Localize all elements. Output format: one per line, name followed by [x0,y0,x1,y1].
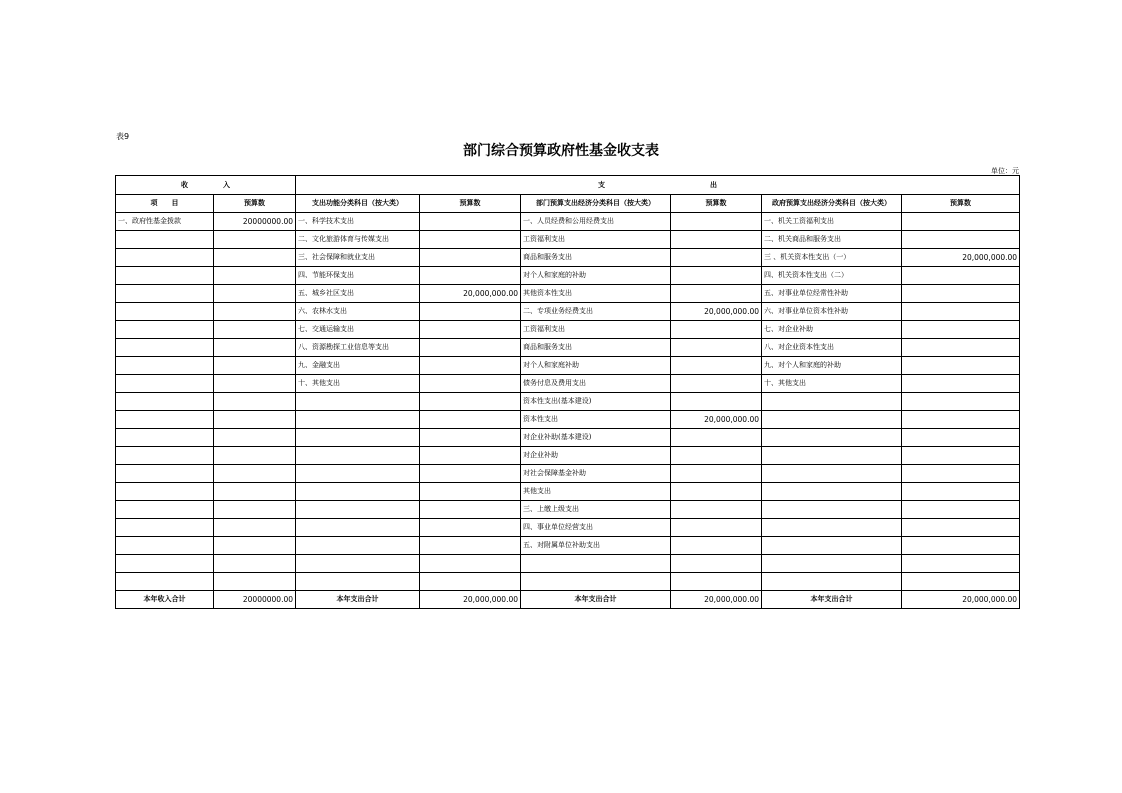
func-amount-cell [420,537,521,555]
func-item-cell: 二、文化旅游体育与传媒支出 [296,231,420,249]
dept-amount-cell [671,339,762,357]
income-amount-cell [214,501,296,519]
table-row [116,303,1020,321]
income-amount-cell [214,339,296,357]
gov-amount-cell [902,267,1020,285]
table-row [116,555,1020,573]
income-amount-cell [214,285,296,303]
func-amount-cell [420,357,521,375]
income-amount-cell [214,465,296,483]
func-cat-header: 支出功能分类科目（按大类） [296,195,420,213]
func-budget-header: 预算数 [420,195,521,213]
dept-total-amount: 20,000,000.00 [671,591,762,609]
dept-amount-cell [671,573,762,591]
dept-amount-cell [671,537,762,555]
table-row [116,447,1020,465]
func-total-label: 本年支出合计 [296,591,420,609]
dept-amount-cell [671,447,762,465]
func-amount-cell [420,321,521,339]
gov-amount-cell [902,501,1020,519]
table-row [116,393,1020,411]
gov-amount-cell: 20,000,000.00 [902,249,1020,267]
totals-row [116,591,1020,609]
func-item-cell: 七、交通运输支出 [296,321,420,339]
income-amount-cell [214,447,296,465]
func-amount-cell [420,465,521,483]
dept-amount-cell [671,519,762,537]
gov-amount-cell [902,411,1020,429]
income-item-cell [116,411,214,429]
gov-amount-cell [902,285,1020,303]
table-number-note: 表9 [116,132,130,141]
gov-item-cell [762,429,902,447]
table-row [116,357,1020,375]
income-amount-cell [214,573,296,591]
income-group-header: 收 入 [116,176,296,195]
gov-budget-header: 预算数 [902,195,1020,213]
gov-item-cell [762,447,902,465]
dept-amount-cell [671,483,762,501]
dept-amount-cell [671,285,762,303]
func-amount-cell [420,393,521,411]
func-amount-cell [420,501,521,519]
func-item-cell [296,411,420,429]
table-row [116,519,1020,537]
dept-item-cell: 工资福利支出 [521,321,671,339]
income-total-label: 本年收入合计 [116,591,214,609]
table-row [116,339,1020,357]
income-item-cell [116,429,214,447]
func-item-cell [296,483,420,501]
dept-amount-cell [671,393,762,411]
income-item-cell [116,285,214,303]
dept-amount-cell [671,501,762,519]
income-item-cell [116,573,214,591]
income-amount-cell [214,393,296,411]
dept-amount-cell: 20,000,000.00 [671,303,762,321]
gov-amount-cell [902,537,1020,555]
income-amount-cell [214,429,296,447]
income-item-cell [116,483,214,501]
func-item-cell [296,393,420,411]
page-title: 部门综合预算政府性基金收支表 [463,143,659,159]
income-amount-cell [214,537,296,555]
income-amount-cell [214,519,296,537]
dept-item-cell: 对个人和家庭补助 [521,357,671,375]
dept-amount-cell [671,213,762,231]
table-row [116,213,1020,231]
table-row [116,465,1020,483]
table-row [116,537,1020,555]
func-item-cell [296,573,420,591]
dept-amount-cell [671,249,762,267]
gov-amount-cell [902,393,1020,411]
func-item-cell: 五、城乡社区支出 [296,285,420,303]
dept-item-cell: 对社会保障基金补助 [521,465,671,483]
dept-item-cell: 对企业补助 [521,447,671,465]
func-item-cell [296,429,420,447]
func-amount-cell [420,267,521,285]
income-amount-cell [214,357,296,375]
income-amount-cell [214,321,296,339]
dept-item-cell [521,555,671,573]
income-item-cell [116,375,214,393]
income-total-amount: 20000000.00 [214,591,296,609]
dept-item-cell: 工资福利支出 [521,231,671,249]
func-amount-cell [420,213,521,231]
dept-item-cell: 四、事业单位经营支出 [521,519,671,537]
func-total-amount: 20,000,000.00 [420,591,521,609]
income-item-cell [116,447,214,465]
gov-item-cell [762,411,902,429]
gov-amount-cell [902,429,1020,447]
gov-amount-cell [902,447,1020,465]
income-amount-cell [214,555,296,573]
gov-total-amount: 20,000,000.00 [902,591,1020,609]
dept-item-cell: 对个人和家庭的补助 [521,267,671,285]
budget-table [115,175,1020,609]
gov-item-cell: 四、机关资本性支出（二） [762,267,902,285]
gov-item-cell [762,465,902,483]
gov-amount-cell [902,375,1020,393]
table-row [116,573,1020,591]
func-item-cell: 一、科学技术支出 [296,213,420,231]
gov-item-cell [762,573,902,591]
func-item-cell: 九、金融支出 [296,357,420,375]
func-amount-cell [420,375,521,393]
dept-item-cell: 资本性支出 [521,411,671,429]
table-row [116,483,1020,501]
table-row [116,501,1020,519]
gov-amount-cell [902,465,1020,483]
gov-amount-cell [902,483,1020,501]
income-item-cell [116,357,214,375]
income-item-cell [116,231,214,249]
dept-item-cell: 债务付息及费用支出 [521,375,671,393]
dept-item-cell: 其他支出 [521,483,671,501]
table-row [116,249,1020,267]
dept-item-cell: 其他资本性支出 [521,285,671,303]
item-header: 项 目 [116,195,214,213]
func-item-cell: 四、节能环保支出 [296,267,420,285]
func-amount-cell [420,231,521,249]
dept-item-cell [521,573,671,591]
gov-amount-cell [902,213,1020,231]
income-amount-cell [214,303,296,321]
income-item-cell [116,393,214,411]
gov-item-cell: 五、对事业单位经常性补助 [762,285,902,303]
income-item-cell [116,321,214,339]
func-item-cell: 八、资源勘探工业信息等支出 [296,339,420,357]
dept-budget-header: 预算数 [671,195,762,213]
unit-label: 单位：元 [991,167,1019,175]
gov-item-cell [762,501,902,519]
dept-amount-cell: 20,000,000.00 [671,411,762,429]
dept-amount-cell [671,231,762,249]
func-item-cell [296,519,420,537]
dept-amount-cell [671,465,762,483]
dept-amount-cell [671,321,762,339]
dept-item-cell: 商品和服务支出 [521,339,671,357]
income-budget-header: 预算数 [214,195,296,213]
dept-amount-cell [671,555,762,573]
gov-amount-cell [902,357,1020,375]
dept-item-cell: 商品和服务支出 [521,249,671,267]
dept-total-label: 本年支出合计 [521,591,671,609]
dept-item-cell: 资本性支出(基本建设) [521,393,671,411]
income-item-cell [116,501,214,519]
gov-item-cell [762,393,902,411]
func-amount-cell: 20,000,000.00 [420,285,521,303]
dept-item-cell: 三、上缴上级支出 [521,501,671,519]
func-amount-cell [420,339,521,357]
dept-amount-cell [671,267,762,285]
table-row [116,411,1020,429]
func-item-cell [296,465,420,483]
income-amount-cell [214,375,296,393]
table-row [116,267,1020,285]
gov-item-cell: 七、对企业补助 [762,321,902,339]
income-amount-cell [214,267,296,285]
dept-item-cell: 一、人员经费和公用经费支出 [521,213,671,231]
func-item-cell [296,537,420,555]
income-amount-cell: 20000000.00 [214,213,296,231]
func-amount-cell [420,447,521,465]
income-item-cell: 一、政府性基金拨款 [116,213,214,231]
dept-amount-cell [671,429,762,447]
gov-amount-cell [902,519,1020,537]
func-amount-cell [420,573,521,591]
func-item-cell [296,501,420,519]
income-item-cell [116,267,214,285]
table-row [116,285,1020,303]
income-item-cell [116,339,214,357]
func-amount-cell [420,303,521,321]
gov-total-label: 本年支出合计 [762,591,902,609]
gov-item-cell: 六、对事业单位资本性补助 [762,303,902,321]
gov-item-cell: 一、机关工资福利支出 [762,213,902,231]
gov-amount-cell [902,303,1020,321]
func-amount-cell [420,411,521,429]
income-amount-cell [214,411,296,429]
gov-item-cell [762,519,902,537]
func-item-cell: 六、农林水支出 [296,303,420,321]
income-amount-cell [214,249,296,267]
gov-item-cell: 八、对企业资本性支出 [762,339,902,357]
gov-item-cell: 九、对个人和家庭的补助 [762,357,902,375]
gov-amount-cell [902,555,1020,573]
table-row [116,429,1020,447]
gov-item-cell: 十、其他支出 [762,375,902,393]
func-amount-cell [420,555,521,573]
income-item-cell [116,465,214,483]
func-amount-cell [420,429,521,447]
income-item-cell [116,519,214,537]
func-amount-cell [420,519,521,537]
table-body [116,176,1020,591]
dept-item-cell: 对企业补助(基本建设) [521,429,671,447]
dept-amount-cell [671,375,762,393]
group-header-row [116,176,1020,195]
dept-item-cell: 二、专项业务经费支出 [521,303,671,321]
income-amount-cell [214,483,296,501]
income-item-cell [116,249,214,267]
func-item-cell: 三、社会保障和就业支出 [296,249,420,267]
dept-amount-cell [671,357,762,375]
gov-item-cell: 二、机关商品和服务支出 [762,231,902,249]
gov-item-cell: 三 、机关资本性支出（一） [762,249,902,267]
income-item-cell [116,555,214,573]
func-item-cell [296,447,420,465]
gov-amount-cell [902,573,1020,591]
table-row [116,321,1020,339]
gov-amount-cell [902,339,1020,357]
table-row [116,231,1020,249]
dept-econ-cat-header: 部门预算支出经济分类科目（按大类） [521,195,671,213]
income-amount-cell [214,231,296,249]
expense-group-header: 支 出 [296,176,1020,195]
dept-item-cell: 五、对附属单位补助支出 [521,537,671,555]
gov-econ-cat-header: 政府预算支出经济分类科目（按大类） [762,195,902,213]
income-item-cell [116,303,214,321]
gov-item-cell [762,537,902,555]
table-row [116,375,1020,393]
gov-item-cell [762,483,902,501]
income-item-cell [116,537,214,555]
gov-amount-cell [902,321,1020,339]
column-header-row [116,195,1020,213]
gov-amount-cell [902,231,1020,249]
func-amount-cell [420,483,521,501]
func-item-cell: 十、其他支出 [296,375,420,393]
func-amount-cell [420,249,521,267]
gov-item-cell [762,555,902,573]
func-item-cell [296,555,420,573]
